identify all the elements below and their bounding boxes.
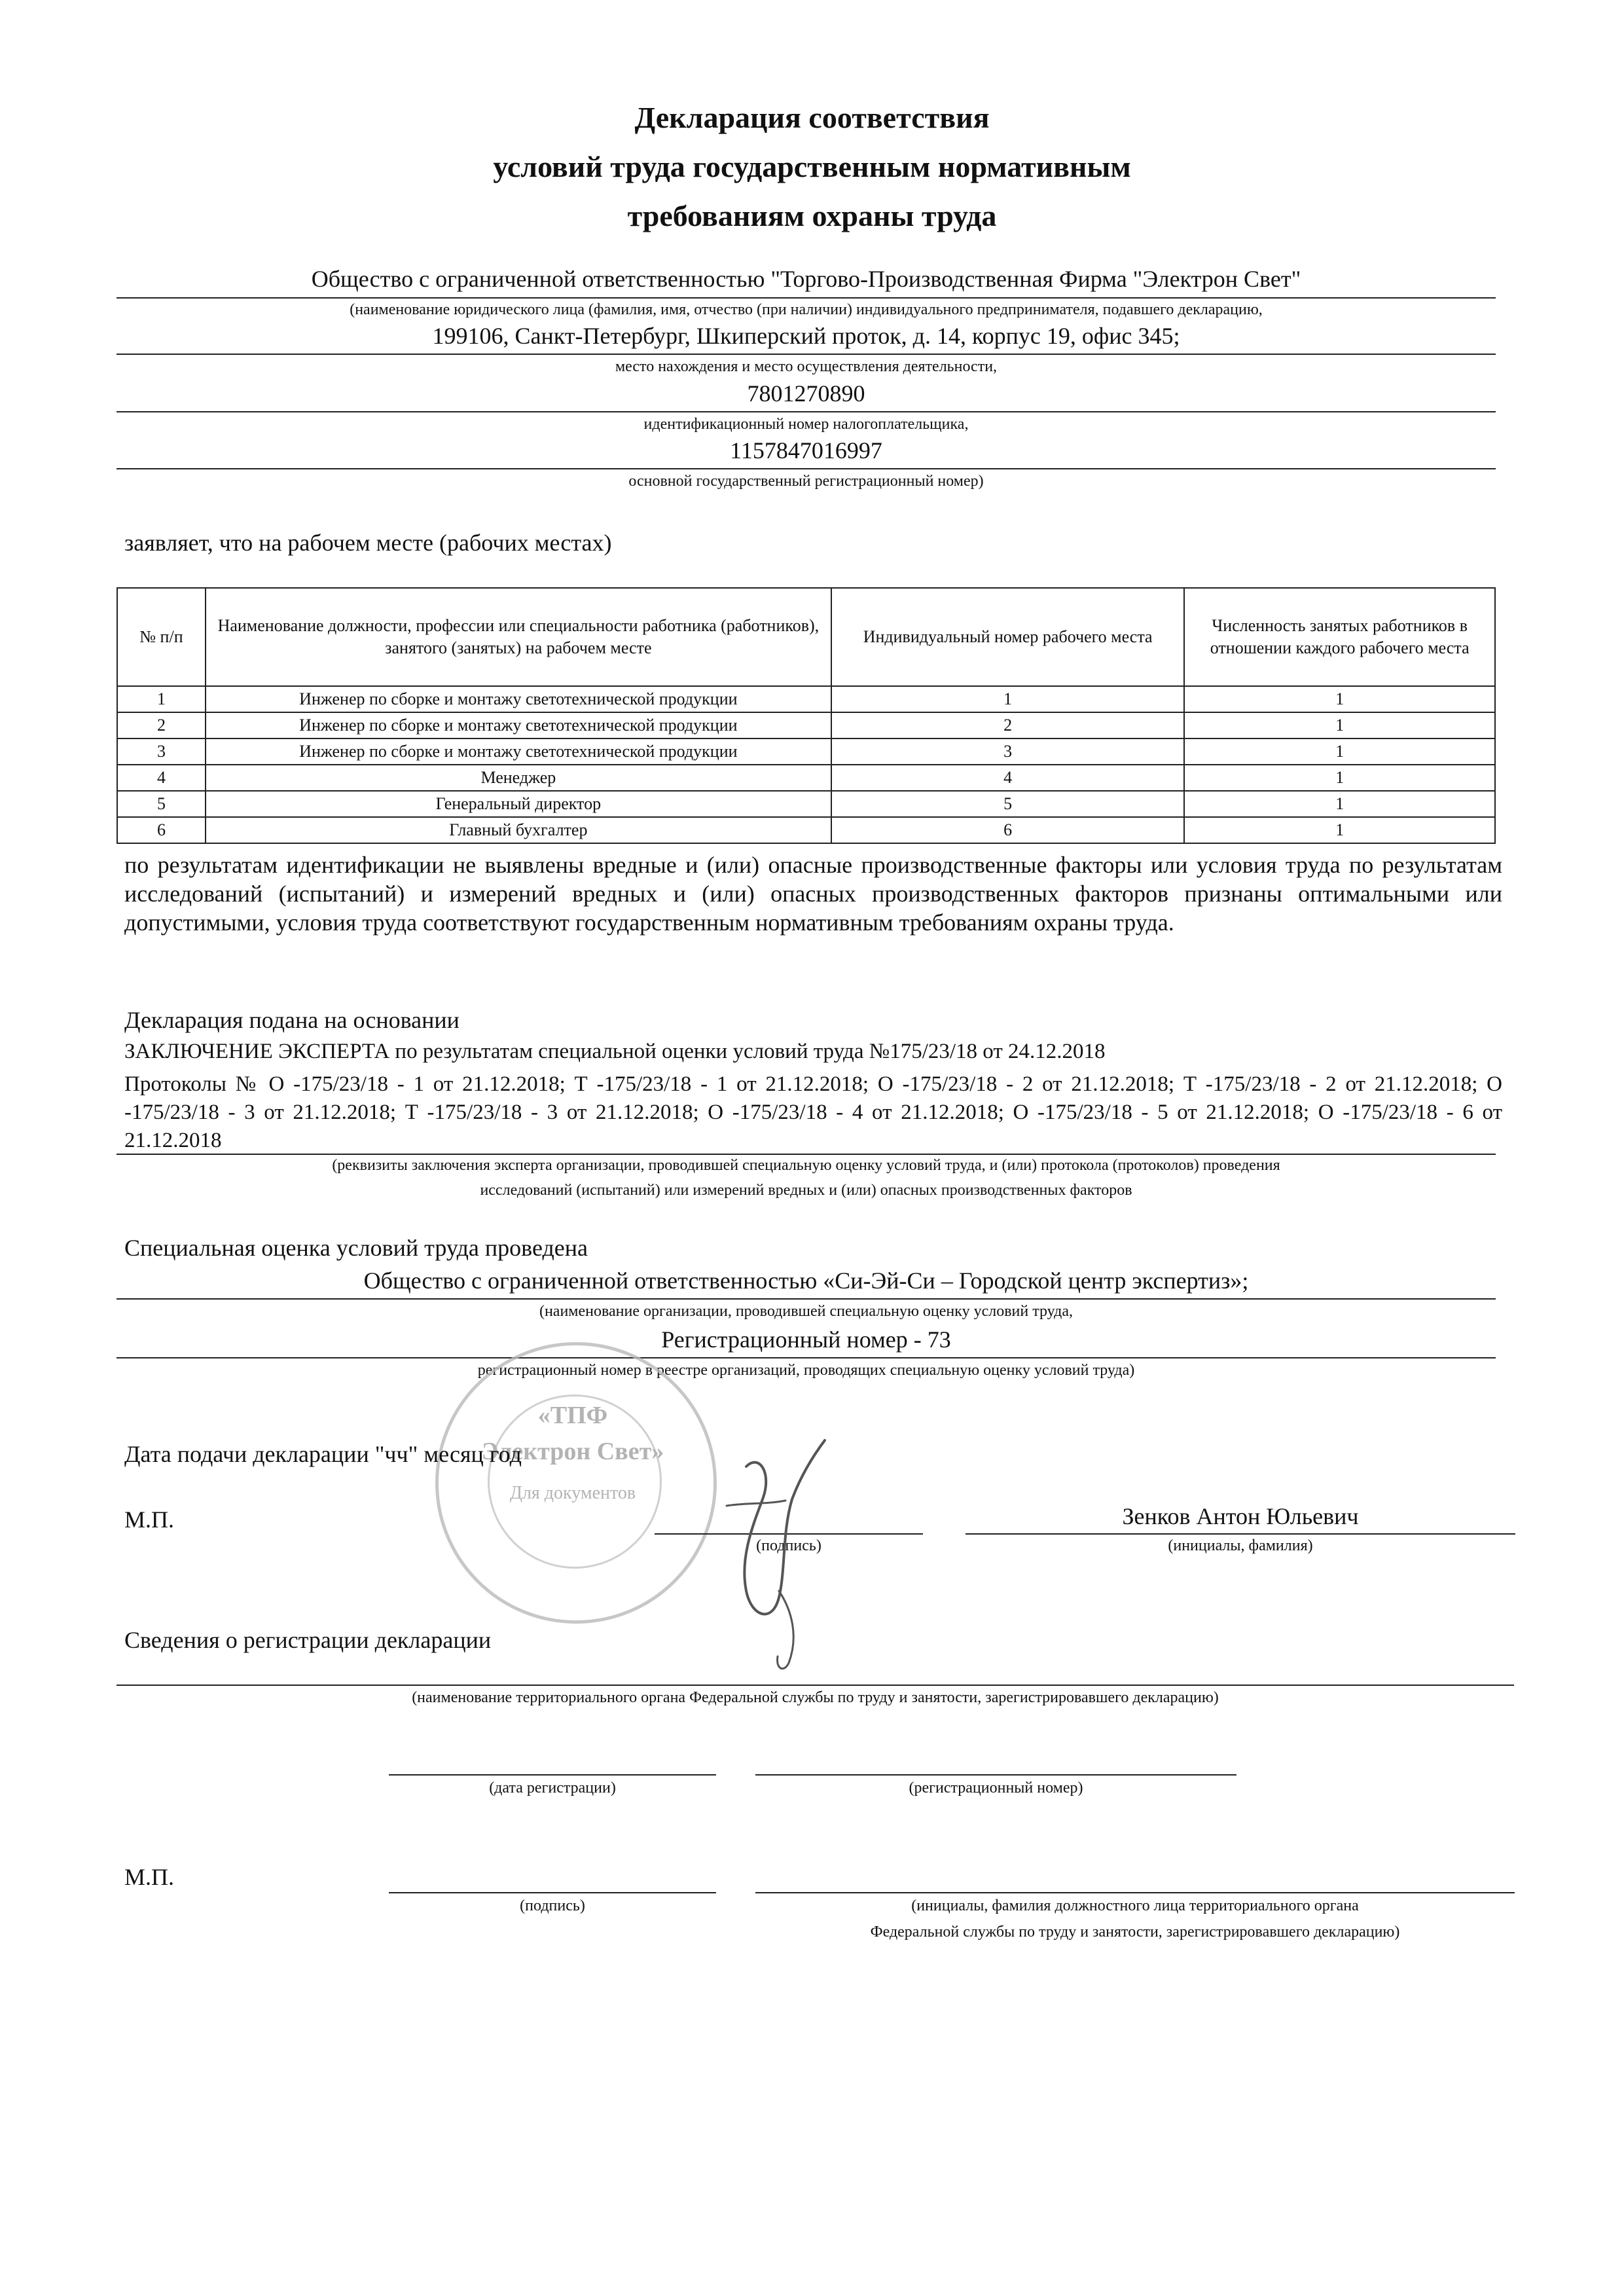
declarant-address: 199106, Санкт-Петербург, Шкиперский проток, д. 14, корпус 19, офис 345; [432,323,1180,349]
registration-number-line [755,1774,1236,1776]
registration-mp: М.П. [124,1864,175,1890]
basis-protocols: Протоколы № О -175/23/18 - 1 от 21.12.2018; Т -175/23/18 - 1 от 21.12.2018; О -175/23/18 - 2 от 21.12.2018; Т -175/23/18 - 2 от 21.12.2018; О -175/23/18 - 3 от 21.12.2018; Т -175/23/18 - 3 от 21.12.2018; О -175/23/18 - 4 от 21.12.2018; О -175/23/18 - 5 от 21.12.2018; О -175/23/18 - 6 от 21.12.2018 [124,1072,1502,1152]
handwritten-signature [700,1427,871,1676]
signatory-name: Зенков Антон Юльевич [1122,1503,1359,1529]
table-row [117,686,1495,712]
row-position: Инженер по сборке и монтажу светотехнической продукции [206,712,831,738]
stamp-line-1: «ТПФ [537,1402,608,1429]
row-number: 6 [117,817,206,843]
basis-caption-line-2: исследований (испытаний) или измерений вредных и (или) опасных производственных факторов [480,1182,1132,1199]
results-text: по результатам идентификации не выявлены вредные и (или) опасные производственные факторы или условия труда по результатам исследований (испытаний) и измерений вредных и (или) опасных производственных факторов признаны оптимальными или допустимыми, условия труда соответствуют государственным нормативным требованиям охраны труда. [124,852,1502,936]
row-number: 5 [117,791,206,817]
declarant-name: Общество с ограниченной ответственностью "Торгово-Производственная Фирма "Электрон Свет" [311,266,1301,292]
declarant-ogrn-caption: основной государственный регистрационный номер) [628,473,984,490]
row-employee-count: 1 [1184,712,1495,738]
assessment-org-caption: (наименование организации, проводившей специальную оценку условий труда, [539,1303,1074,1320]
declarant-address-line [117,354,1496,355]
signatory-name-line [965,1533,1515,1535]
declarant-inn: 7801270890 [747,380,865,407]
registration-official-caption-line-1: (инициалы, фамилия должностного лица территориального органа [911,1897,1359,1914]
registration-date-line [389,1774,716,1776]
declarant-ogrn: 1157847016997 [730,437,882,464]
header-workplace-id: Индивидуальный номер рабочего места [831,588,1185,686]
stamp-line-3: Для документов [509,1483,636,1503]
signatory-name-caption: (инициалы, фамилия) [1168,1537,1313,1554]
title-line-2: условий труда государственным нормативным [493,150,1131,183]
row-position: Главный бухгалтер [206,817,831,843]
table-header-row [117,588,1495,686]
assessment-reg-line [117,1357,1496,1358]
declarant-ogrn-line [117,468,1496,469]
table-row [117,738,1495,765]
row-number: 1 [117,686,206,712]
row-employee-count: 1 [1184,791,1495,817]
declarant-name-line [117,297,1496,299]
stamp-line-2: Электрон Свет» [481,1438,664,1465]
basis-heading: Декларация подана на основании [124,1007,460,1033]
registration-authority-line [117,1685,1514,1686]
row-workplace-id: 1 [831,686,1185,712]
table-row [117,791,1495,817]
declarant-inn-caption: идентификационный номер налогоплательщика, [643,416,969,433]
assessment-reg-number: Регистрационный номер - 73 [661,1326,951,1353]
assessment-reg-caption: регистрационный номер в реестре организаций, проводящих специальную оценку условий труда) [477,1362,1135,1379]
row-employee-count: 1 [1184,817,1495,843]
registration-number-caption: (регистрационный номер) [909,1779,1083,1796]
row-number: 4 [117,765,206,791]
registration-official-caption-line-2: Федеральной службы по труду и занятости, зарегистрировавшего декларацию) [870,1923,1400,1941]
basis-conclusion: ЗАКЛЮЧЕНИЕ ЭКСПЕРТА по результатам специальной оценки условий труда №175/23/18 от 24.12.2018 [124,1040,1106,1063]
basis-caption-line-1: (реквизиты заключения эксперта организации, проводившей специальную оценку условий труда, и (или) протокола (протоколов) проведения [332,1157,1280,1174]
declares-text: заявляет, что на рабочем месте (рабочих местах) [124,530,612,556]
registration-official-line [755,1892,1515,1893]
header-number: № п/п [117,588,206,686]
title-line-1: Декларация соответствия [634,101,990,134]
signatory-mp: М.П. [124,1506,175,1533]
registration-authority-caption: (наименование территориального органа Федеральной службы по труду и занятости, зарегистрировавшего декларацию) [412,1689,1219,1706]
registration-heading: Сведения о регистрации декларации [124,1627,492,1653]
declarant-inn-line [117,411,1496,412]
submission-date: Дата подачи декларации "чч" месяц год [124,1441,522,1467]
row-position: Инженер по сборке и монтажу светотехнической продукции [206,686,831,712]
row-number: 3 [117,738,206,765]
header-position: Наименование должности, профессии или специальности работника (работников), занятого (занятых) на рабочем месте [206,588,831,686]
title-line-3: требованиям охраны труда [627,199,997,232]
assessment-org-line [117,1298,1496,1300]
row-employee-count: 1 [1184,686,1495,712]
row-position: Генеральный директор [206,791,831,817]
row-employee-count: 1 [1184,738,1495,765]
registration-signature-caption: (подпись) [520,1897,585,1914]
workplaces-table [117,587,1496,844]
row-position: Менеджер [206,765,831,791]
row-workplace-id: 6 [831,817,1185,843]
assessment-heading: Специальная оценка условий труда проведена [124,1235,588,1261]
table-row [117,817,1495,843]
row-workplace-id: 4 [831,765,1185,791]
declarant-name-caption: (наименование юридического лица (фамилия, имя, отчество (при наличии) индивидуального предпринимателя, подавшего декларацию, [350,301,1263,318]
header-employee-count: Численность занятых работников в отношении каждого рабочего места [1184,588,1495,686]
registration-date-caption: (дата регистрации) [489,1779,616,1796]
row-position: Инженер по сборке и монтажу светотехнической продукции [206,738,831,765]
row-number: 2 [117,712,206,738]
signatory-signature-caption: (подпись) [756,1537,821,1554]
row-workplace-id: 3 [831,738,1185,765]
registration-signature-line [389,1892,716,1893]
row-employee-count: 1 [1184,765,1495,791]
row-workplace-id: 2 [831,712,1185,738]
table-row [117,765,1495,791]
assessment-org: Общество с ограниченной ответственностью «Си-Эй-Си – Городской центр экспертиз»; [363,1267,1249,1294]
basis-line [117,1154,1496,1155]
declarant-address-caption: место нахождения и место осуществления деятельности, [615,358,998,375]
row-workplace-id: 5 [831,791,1185,817]
table-row [117,712,1495,738]
